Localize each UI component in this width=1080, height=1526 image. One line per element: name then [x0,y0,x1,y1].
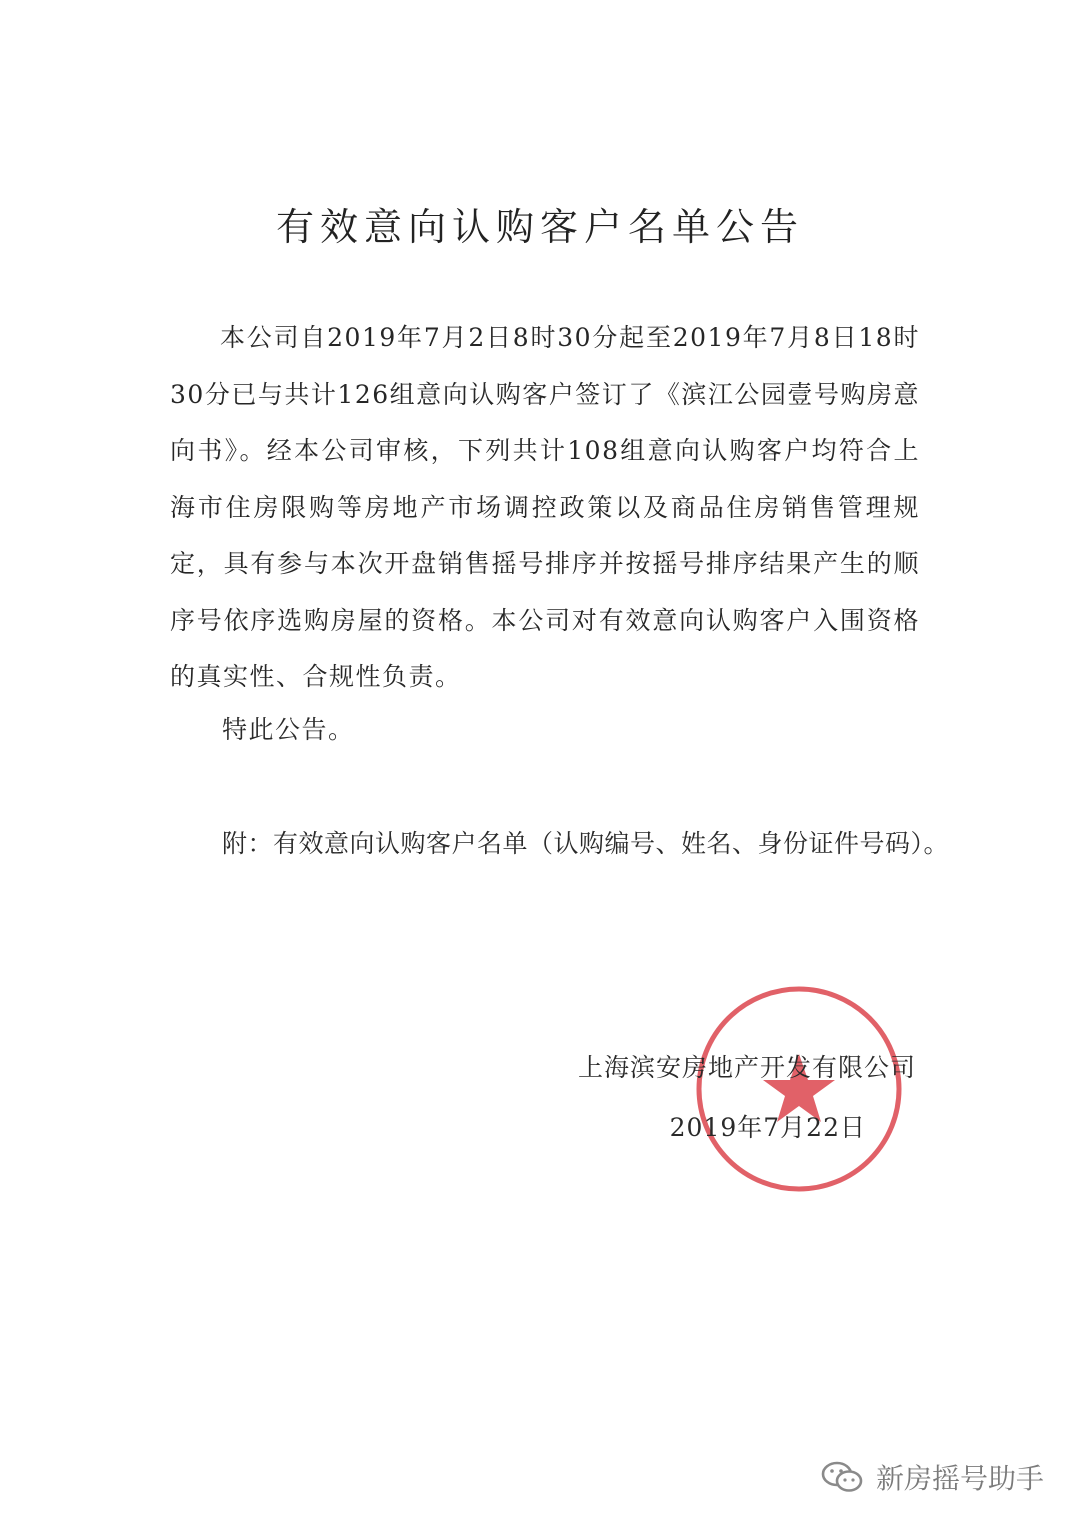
watermark [820,1454,1044,1500]
closing-line: 特此公告。 [222,715,355,744]
signature-company: 上海滨安房地产开发有限公司 [577,1053,916,1082]
watermark-text: 新房摇号助手 [875,1462,1044,1495]
document-title: 有效意向认购客户名单公告 [275,205,804,249]
document-body [170,310,920,706]
body-paragraph: 本公司自2019年7月2日8时30分起至2019年7月8日18时30分已与共计126组意向认购客户签订了《滨江公园壹号购房意向书》。经本公司审核，下列共计108组意向认购客户均符合上海市住房限购等房地产市场调控政策以及商品住房销售管理规定，具有参与本次开盘销售摇号排序并按摇号排序结果产生的顺序号依序选购房屋的资格。本公司对有效意向认购客户入围资格的真实性、合规性负责。 [170,323,920,691]
attachment-note: 附：有效意向认购客户名单（认购编号、姓名、身份证件号码）。 [222,829,950,858]
signature-date: 2019年7月22日 [669,1113,866,1142]
wechat-icon [820,1459,864,1495]
